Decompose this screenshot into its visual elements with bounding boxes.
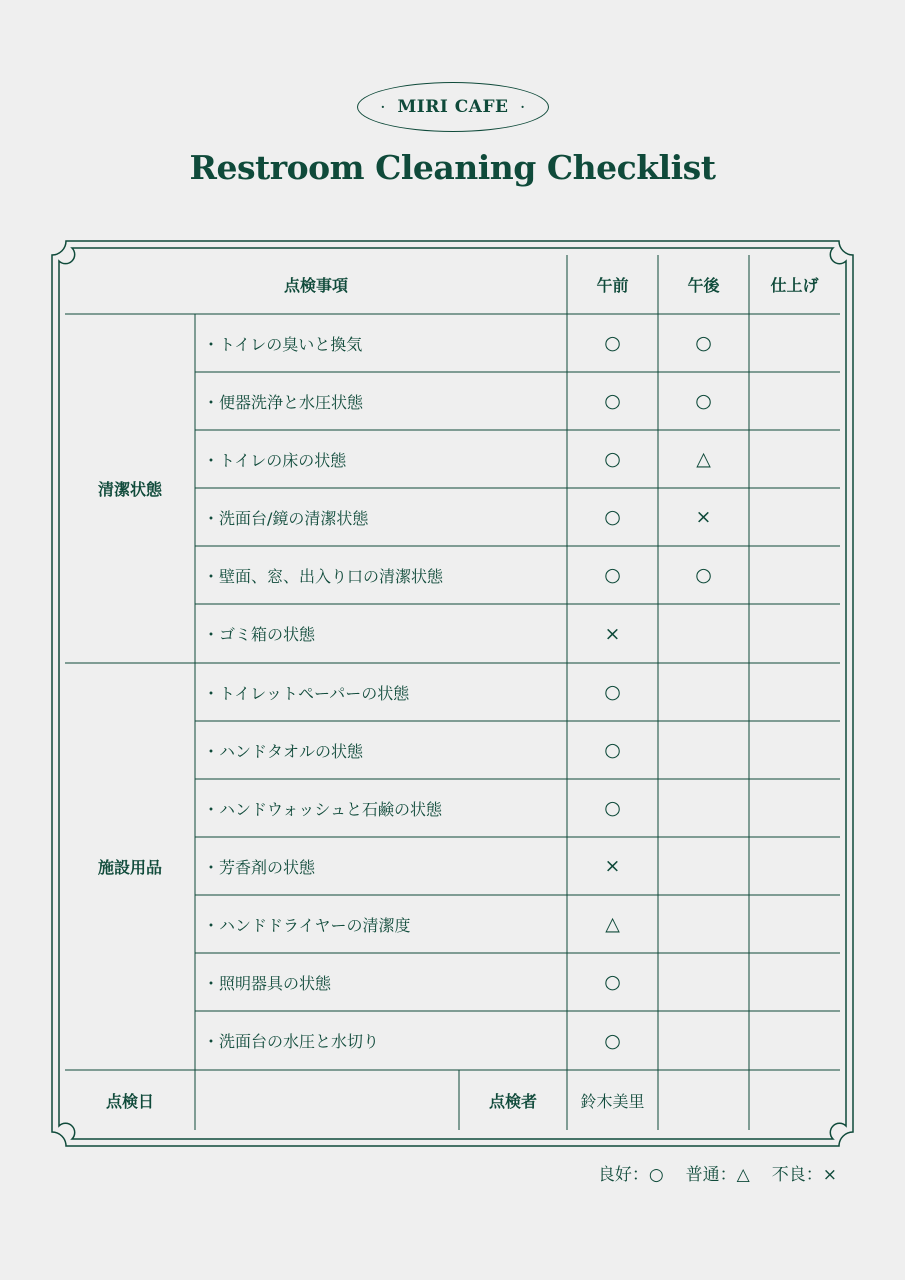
- row-finish-mark: [749, 779, 840, 837]
- row-pm-mark: [658, 953, 749, 1011]
- row-label: ・芳香剤の状態: [203, 857, 316, 877]
- row-label: ・洗面台の水圧と水切り: [203, 1032, 380, 1051]
- row-finish-mark: [749, 895, 840, 953]
- row-label: ・便器洗浄と水圧状態: [203, 392, 364, 412]
- row-label: ・ハンドタオルの状態: [203, 741, 364, 761]
- inspector-label: 点検者: [488, 1091, 537, 1111]
- row-am-mark: ○: [604, 448, 621, 470]
- section-cleanliness: 清潔状態: [97, 480, 162, 499]
- row-label: ・トイレットペーパーの状態: [203, 683, 410, 703]
- row-label: ・トイレの床の状態: [203, 450, 347, 470]
- row-label: ・ハンドウォッシュと石鹸の状態: [203, 799, 443, 819]
- brand-name: MIRI CAFE: [397, 97, 509, 117]
- row-am-mark: ○: [604, 739, 621, 761]
- row-label: ・照明器具の状態: [203, 973, 332, 993]
- row-pm-mark: ○: [695, 332, 712, 354]
- brand-dot-right: ·: [520, 100, 526, 114]
- row-pm-mark: ○: [695, 564, 712, 586]
- row-finish-mark: [749, 953, 840, 1011]
- row-finish-mark: [749, 488, 840, 546]
- row-label: ・壁面、窓、出入り口の清潔状態: [203, 566, 444, 586]
- section-facilities: 施設用品: [97, 858, 162, 877]
- legend: [598, 1160, 837, 1185]
- row-finish-mark: [749, 546, 840, 604]
- row-finish-mark: [749, 721, 840, 779]
- legend-normal: 普通：△: [685, 1165, 750, 1185]
- row-pm-mark: ×: [695, 506, 712, 528]
- row-pm-mark: [658, 837, 749, 895]
- row-finish-mark: [749, 1011, 840, 1070]
- row-am-mark: ○: [604, 564, 621, 586]
- legend-bad: 不良：×: [771, 1165, 837, 1185]
- inspection-date-label: 点検日: [105, 1091, 154, 1111]
- row-pm-mark: [658, 721, 749, 779]
- row-pm-mark: ○: [695, 390, 712, 412]
- row-am-mark: ×: [604, 855, 621, 877]
- brand-dot-left: ·: [380, 100, 386, 114]
- row-finish-mark: [749, 663, 840, 721]
- header-finish: 仕上げ: [770, 276, 819, 295]
- header-pm: 午後: [687, 276, 720, 295]
- row-pm-mark: △: [696, 448, 711, 470]
- row-am-mark: ○: [604, 797, 621, 819]
- row-finish-mark: [749, 837, 840, 895]
- inspection-date-field[interactable]: [195, 1070, 459, 1130]
- row-pm-mark: [658, 604, 749, 663]
- row-finish-mark: [749, 604, 840, 663]
- row-am-mark: ○: [604, 681, 621, 703]
- row-pm-mark: [658, 1011, 749, 1070]
- row-finish-mark: [749, 372, 840, 430]
- row-label: ・ゴミ箱の状態: [203, 625, 316, 644]
- row-finish-mark: [749, 430, 840, 488]
- row-am-mark: ×: [604, 622, 621, 645]
- row-am-mark: ○: [604, 506, 621, 528]
- row-pm-mark: [658, 663, 749, 721]
- row-am-mark: ○: [604, 1029, 621, 1052]
- row-label: ・ハンドドライヤーの清潔度: [203, 915, 411, 935]
- page-title: Restroom Cleaning Checklist: [189, 148, 716, 187]
- header-item: 点検事項: [283, 276, 348, 295]
- header-am: 午前: [596, 276, 629, 295]
- row-am-mark: ○: [604, 390, 621, 412]
- row-label: ・洗面台/鏡の清潔状態: [203, 508, 369, 528]
- row-pm-mark: [658, 779, 749, 837]
- row-am-mark: ○: [604, 971, 621, 993]
- row-finish-mark: [749, 314, 840, 372]
- row-am-mark: △: [605, 913, 620, 935]
- row-pm-mark: [658, 895, 749, 953]
- legend-good: 良好：○: [597, 1165, 664, 1185]
- row-am-mark: ○: [604, 332, 621, 354]
- row-label: ・トイレの臭いと換気: [203, 334, 363, 354]
- inspector-name-field[interactable]: 鈴木美里: [580, 1091, 645, 1111]
